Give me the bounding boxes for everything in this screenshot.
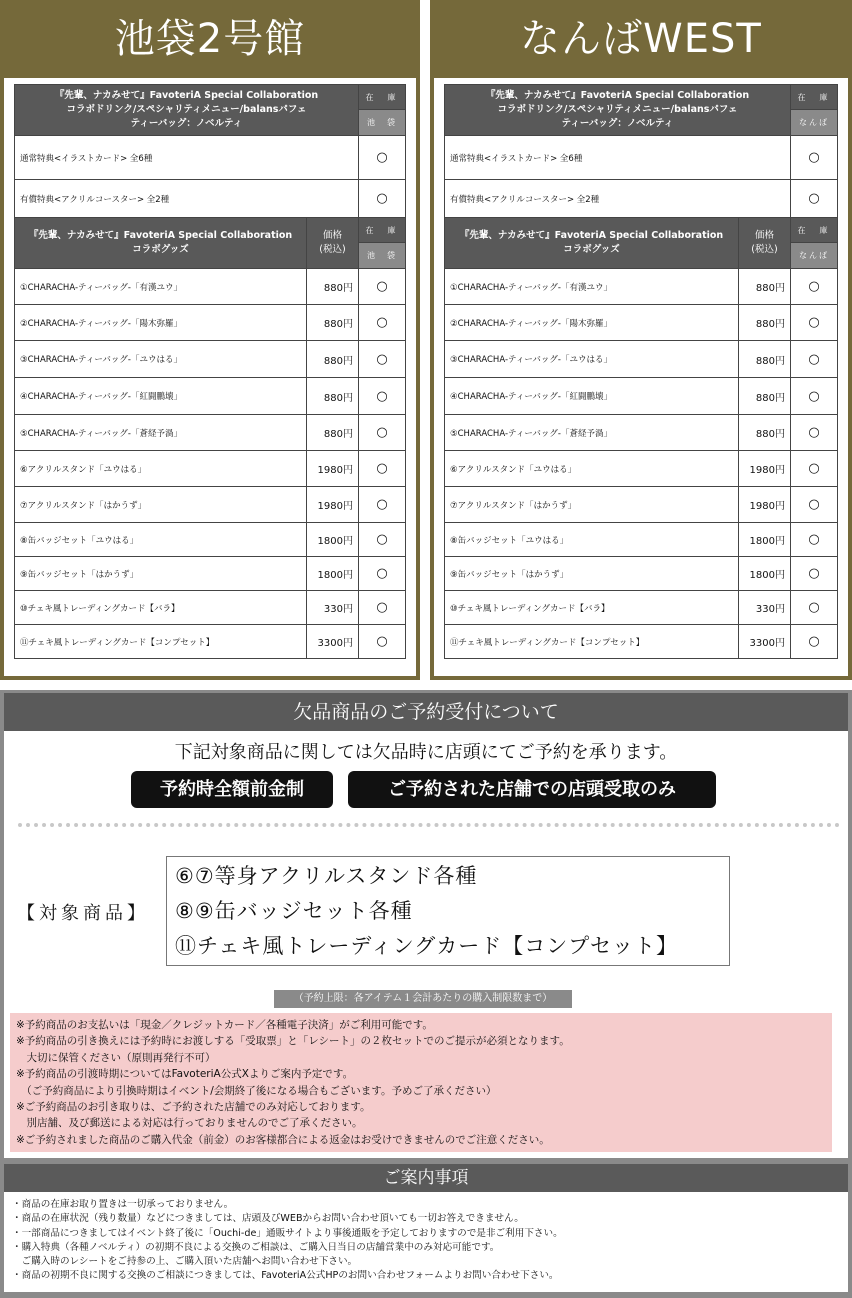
info-section [0,1164,852,1298]
table-row [15,305,406,341]
note-line: ※予約商品の引渡時期についてはFavoteriA公式Xよりご案内予定です。 [16,1068,354,1081]
item-price: 1800円 [307,523,359,557]
item-price: 880円 [739,341,791,378]
item-price: 3300円 [307,625,359,659]
item-name: ⑦アクリルスタンド「はかうず」 [15,487,307,523]
info-line: ・購入特典（各種ノベルティ）の初期不良による交換のご相談は、ご購入日当日の店舗営業中のみ対応可能です。 [12,1241,500,1253]
table-row [445,180,838,218]
stock-mark: ○ [359,625,406,659]
item-price: 1980円 [739,451,791,487]
stock-mark: ○ [359,451,406,487]
table-row [445,305,838,341]
stock-mark: ○ [791,269,838,305]
stock-mark: ○ [791,487,838,523]
table-row [445,487,838,523]
item-price: 880円 [307,269,359,305]
item-price: 880円 [739,305,791,341]
item-name: ②CHARACHA-ティーバッグ-「陽木弥羅」 [15,305,307,341]
table-row [445,341,838,378]
item-name: ③CHARACHA-ティーバッグ-「ユウはる」 [445,341,739,378]
table-row [15,451,406,487]
goods-header: 『先輩、ナカみせて』FavoteriA Special Collaboration コラボグッズ [445,218,739,269]
store-short-label: 池 袋 [359,243,406,269]
store-title: 池袋2号館 [114,16,306,62]
table-row [15,269,406,305]
info-line: ご購入時のレシートをご持参の上、ご購入頂いた店舗へお問い合わせ下さい。 [12,1256,358,1268]
stock-mark: ○ [791,451,838,487]
table-row [15,378,406,415]
info-line: ・商品の在庫お取り置きは一切承っておりません。 [12,1199,234,1210]
item-name: ⑪チェキ風トレーディングカード【コンプセット】 [445,625,739,659]
note-line: 別店舗、及び郵送による対応は行っておりませんのでご了承ください。 [16,1117,363,1130]
item-name: ⑦アクリルスタンド「はかうず」 [445,487,739,523]
stock-mark: ○ [359,415,406,451]
stock-mark: ○ [791,415,838,451]
item-price: 1800円 [307,557,359,591]
table-row [15,415,406,451]
stock-table [444,84,838,659]
prepay-badge: 予約時全額前金制 [131,771,333,808]
reservation-lead: 下記対象商品に関しては欠品時に店頭にてご予約を承ります。 [174,742,678,763]
item-price: 1980円 [739,487,791,523]
item-name: ⑨缶バッジセット「はかうず」 [15,557,307,591]
item-name: ③CHARACHA-ティーバッグ-「ユウはる」 [15,341,307,378]
table-row [445,591,838,625]
stock-mark: ○ [791,136,838,180]
note-line: （ご予約商品により引換時期はイベント/会期終了後になる場合もございます。予めご了承ください） [16,1084,497,1097]
stock-mark: ○ [791,557,838,591]
item-price: 330円 [739,591,791,625]
item-price: 880円 [739,378,791,415]
item-price: 3300円 [739,625,791,659]
stock-mark: ○ [791,378,838,415]
stock-mark: ○ [791,180,838,218]
table-row [15,180,406,218]
item-price: 1980円 [307,451,359,487]
item-price: 880円 [307,378,359,415]
table-row [445,523,838,557]
item-price: 880円 [307,341,359,378]
item-name: ⑤CHARACHA-ティーバッグ-「蒼経予渦」 [15,415,307,451]
item-name: 通常特典<イラストカード> 全6種 [445,136,791,180]
table-row [15,625,406,659]
table-row [445,625,838,659]
stock-mark: ○ [359,523,406,557]
stock-mark: ○ [791,591,838,625]
item-price: 880円 [307,305,359,341]
item-name: 有償特典<アクリルコースター> 全2種 [15,180,359,218]
item-name: ④CHARACHA-ティーバッグ-「紅闘鵬壊」 [445,378,739,415]
stock-mark: ○ [359,180,406,218]
info-line: ・商品の在庫状況（残り数量）などにつきましては、店頭及びWEBからお問い合わせ頂いても一切お答えできません。 [12,1213,524,1225]
target-item: ⑧⑨缶バッジセット各種 [175,899,413,923]
stock-mark: ○ [791,625,838,659]
note-line: 大切に保管ください（原則再発行不可） [16,1051,216,1064]
item-name: ⑧缶バッジセット「ユウはる」 [445,523,739,557]
store-panel-namba [430,0,852,680]
target-label: 【対象商品】 [17,903,149,924]
info-line: ・一部商品につきましてはイベント終了後に「Ouchi-de」通販サイトより事後通販を予定しておりますので是非ご利用下さい。 [12,1227,563,1239]
item-name: ⑤CHARACHA-ティーバッグ-「蒼経予渦」 [445,415,739,451]
table-row [445,415,838,451]
table-row [15,136,406,180]
goods-header: 『先輩、ナカみせて』FavoteriA Special Collaboration コラボグッズ [15,218,307,269]
stock-label: 在 庫 [359,218,406,243]
item-price: 880円 [307,415,359,451]
item-name: ⑩チェキ風トレーディングカード【バラ】 [445,591,739,625]
stock-mark: ○ [359,557,406,591]
stock-mark: ○ [359,341,406,378]
stock-mark: ○ [359,378,406,415]
novelty-header: 『先輩、ナカみせて』FavoteriA Special Collaboration コラボドリンク/スペシャリティメニュー/balansパフェ ティーバッグ：ノベルティ [15,85,359,136]
item-price: 880円 [739,269,791,305]
item-name: ⑨缶バッジセット「はかうず」 [445,557,739,591]
reservation-body [4,731,848,1158]
target-products-box [166,856,730,966]
item-name: ④CHARACHA-ティーバッグ-「紅闘鵬壊」 [15,378,307,415]
table-row [445,557,838,591]
stock-mark: ○ [791,341,838,378]
note-line: ※ご予約されました商品のご購入代金（前金）のお客様都合による返金はお受けできませんのでご注意ください。 [16,1133,550,1146]
item-price: 880円 [739,415,791,451]
store-short-label: なんば [791,243,838,269]
item-name: 通常特典<イラストカード> 全6種 [15,136,359,180]
reservation-limit-badge: （予約上限：各アイテム１会計あたりの購入制限数まで） [274,990,572,1008]
stock-table [14,84,406,659]
item-price: 1800円 [739,557,791,591]
table-row [15,487,406,523]
info-line: ・商品の初期不良に関する交換のご相談につきましては、FavoteriA公式HPのお問い合わせフォームよりお問い合わせ下さい。 [12,1270,559,1282]
info-heading: ご案内事項 [4,1164,848,1192]
target-item: ⑪チェキ風トレーディングカード【コンプセット】 [175,934,679,958]
info-body [4,1192,848,1292]
note-line: ※ご予約商品のお引き取りは、ご予約された店舗でのみ対応しております。 [16,1101,371,1114]
stock-mark: ○ [359,591,406,625]
reservation-section [0,690,852,1164]
dotted-divider [18,823,840,827]
table-row [445,269,838,305]
note-line: ※予約商品のお支払いは「現金／クレジットカード／各種電子決済」がご利用可能です。 [16,1019,433,1031]
stock-mark: ○ [359,487,406,523]
stock-mark: ○ [791,305,838,341]
table-row [445,451,838,487]
store-short-label: なんば [791,110,838,136]
item-name: 有償特典<アクリルコースター> 全2種 [445,180,791,218]
store-panel-ikebukuro [0,0,420,680]
table-row [15,341,406,378]
table-row [445,136,838,180]
target-item: ⑥⑦等身アクリルスタンド各種 [175,864,478,888]
item-price: 1800円 [739,523,791,557]
table-row [15,523,406,557]
store-title: なんばWEST [520,16,762,62]
store-short-label: 池 袋 [359,110,406,136]
item-name: ②CHARACHA-ティーバッグ-「陽木弥羅」 [445,305,739,341]
stock-label: 在 庫 [791,218,838,243]
reservation-notes [10,1013,832,1152]
note-line: ※予約商品の引き換えには予約時にお渡しする「受取票」と「レシート」の２枚セットでのご提示が必須となります。 [16,1035,570,1048]
item-name: ⑪チェキ風トレーディングカード【コンプセット】 [15,625,307,659]
item-name: ⑥アクリルスタンド「ユウはる」 [445,451,739,487]
stock-mark: ○ [791,523,838,557]
table-row [15,557,406,591]
item-name: ⑩チェキ風トレーディングカード【バラ】 [15,591,307,625]
price-header: 価格 (税込) [739,218,791,269]
item-price: 330円 [307,591,359,625]
stock-label: 在 庫 [359,85,406,110]
table-row [445,378,838,415]
stock-mark: ○ [359,305,406,341]
price-header: 価格 (税込) [307,218,359,269]
store-inner [4,78,416,676]
store-inner [434,78,848,676]
item-name: ①CHARACHA-ティーバッグ-「有漢ユウ」 [445,269,739,305]
item-name: ①CHARACHA-ティーバッグ-「有漢ユウ」 [15,269,307,305]
pickup-badge: ご予約された店舗での店頭受取のみ [348,771,716,808]
item-name: ⑥アクリルスタンド「ユウはる」 [15,451,307,487]
table-row [15,591,406,625]
item-price: 1980円 [307,487,359,523]
stock-mark: ○ [359,269,406,305]
novelty-header: 『先輩、ナカみせて』FavoteriA Special Collaboration コラボドリンク/スペシャリティメニュー/balansパフェ ティーバッグ：ノベルティ [445,85,791,136]
reservation-heading: 欠品商品のご予約受付について [4,693,848,731]
item-name: ⑧缶バッジセット「ユウはる」 [15,523,307,557]
stock-label: 在 庫 [791,85,838,110]
stock-mark: ○ [359,136,406,180]
